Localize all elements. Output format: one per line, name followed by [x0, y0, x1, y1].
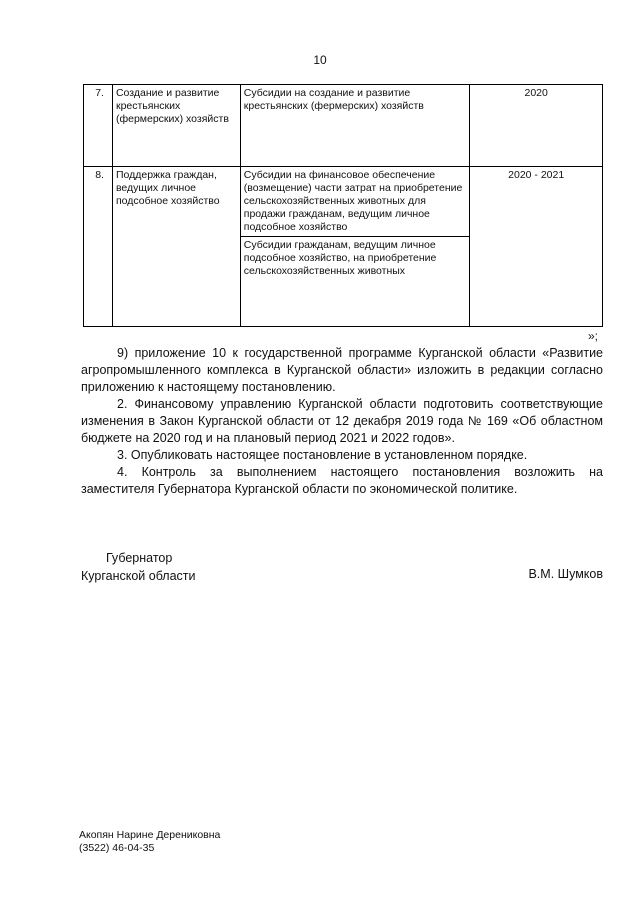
page-number: 10 — [313, 53, 327, 67]
closing-quote: »; — [588, 329, 599, 343]
row-years: 2020 - 2021 — [470, 167, 603, 327]
contact-phone: (3522) 46-04-35 — [79, 842, 155, 854]
paragraph: 9) приложение 10 к государственной программе Курганской области «Развитие агропромышленного комплекса в Курганской области» изложить в редакции согласно приложению к настоящему постановлению. — [81, 346, 603, 394]
row-measure: Субсидии гражданам, ведущим личное подсобное хозяйство, на приобретение сельскохозяйственных животных — [241, 236, 470, 280]
row-years: 2020 — [470, 85, 603, 167]
signatory-title-line: Курганской области — [81, 569, 196, 583]
table-row — [84, 167, 603, 327]
signatory-name: В.М. Шумков — [528, 567, 603, 581]
document-body — [81, 345, 603, 498]
row-measure: Субсидии на создание и развитие крестьянских (фермерских) хозяйств — [240, 85, 470, 167]
paragraph: 2. Финансовому управлению Курганской области подготовить соответствующие изменения в Закон Курганской области от 12 декабря 2019 года № 169 «Об областном бюджете на 2020 год и на плановый период 2021 и 2022 годов». — [81, 397, 603, 445]
paragraph: 3. Опубликовать настоящее постановление в установленном порядке. — [117, 448, 528, 462]
measures-table — [83, 84, 603, 327]
contact-name: Акопян Нарине Дерениковна — [79, 829, 221, 841]
row-number: 8. — [84, 167, 113, 327]
row-measures — [240, 167, 470, 327]
signatory-title-line: Губернатор — [106, 551, 173, 565]
row-name: Поддержка граждан, ведущих личное подсобное хозяйство — [112, 167, 240, 327]
row-number: 7. — [84, 85, 113, 167]
row-name: Создание и развитие крестьянских (фермерских) хозяйств — [112, 85, 240, 167]
signatory-title — [81, 549, 196, 585]
contact-block — [79, 829, 220, 855]
paragraph: 4. Контроль за выполнением настоящего постановления возложить на заместителя Губернатора Курганской области по экономической политике. — [81, 465, 603, 496]
table-row — [84, 85, 603, 167]
row-measure: Субсидии на финансовое обеспечение (возмещение) части затрат на приобретение сельскохозяйственных животных для продажи гражданам, ведущим личное подсобное хозяйство — [243, 169, 463, 233]
